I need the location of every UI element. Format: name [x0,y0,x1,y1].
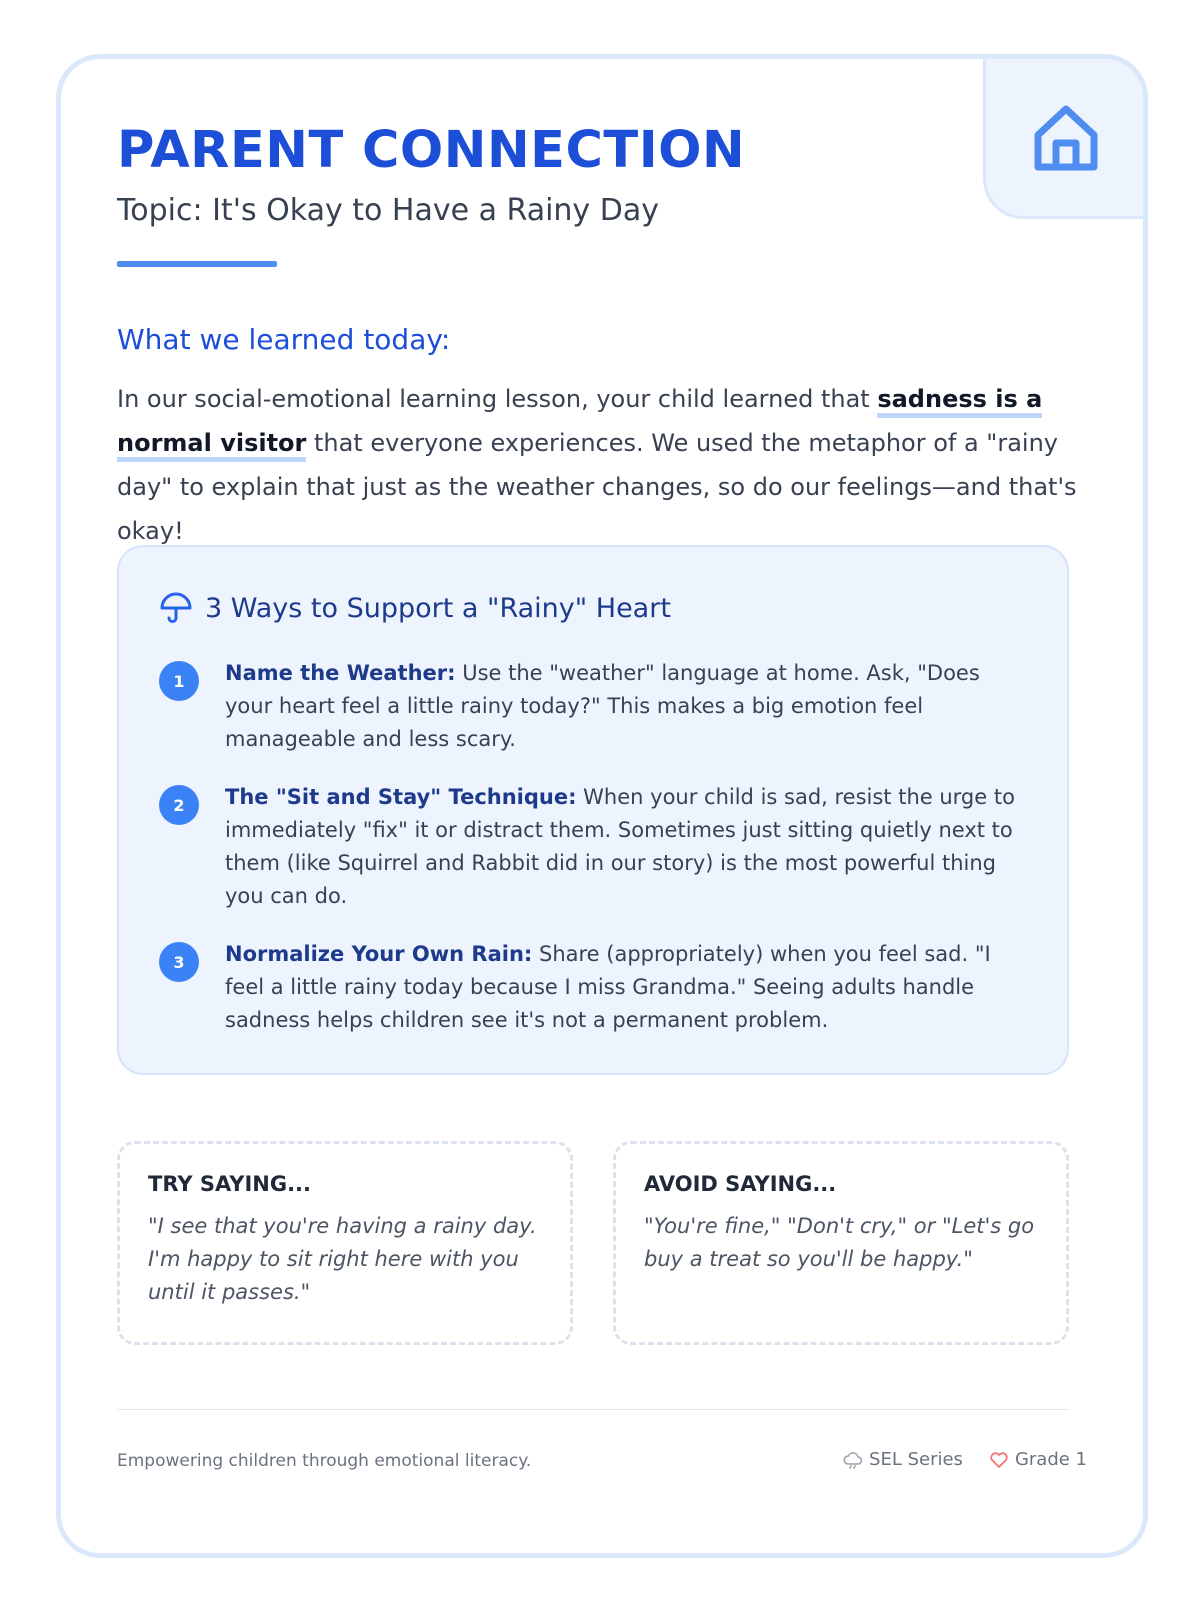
home-icon [1032,103,1100,173]
avoid-saying-box [613,1141,1069,1345]
series-label: SEL Series [869,1449,963,1470]
try-saying-quote: "I see that you're having a rainy day. I'm happy to sit right here with you until it passes." [148,1214,537,1304]
tips-heading: 3 Ways to Support a "Rainy" Heart [205,592,671,624]
tip-number-badge: 2 [159,785,199,825]
tip-body: Share (appropriately) when you feel sad. "I feel a little rainy today because I miss Grandma." Seeing adults handle sadness helps children see it's not a permanent problem. [225,942,991,1032]
tip-text [225,781,1029,913]
home-badge [983,59,1143,219]
cloud-icon [843,1451,863,1469]
tip-title: Normalize Your Own Rain: [225,942,533,966]
heart-icon [989,1451,1009,1469]
footer-tagline: Empowering children through emotional literacy. [117,1451,532,1471]
avoid-saying-quote: "You're fine," "Don't cry," or "Let's go buy a treat so you'll be happy." [644,1214,1035,1271]
tip-title: Name the Weather: [225,661,456,685]
footer-divider [117,1409,1069,1410]
grade-label: Grade 1 [1014,1449,1087,1470]
learned-highlight: sadness is a normal visitor [117,385,1042,462]
footer-meta [843,1449,1087,1470]
learned-body-end: that everyone experiences. We used the metaphor of a "rainy day" to explain that just as the weather changes, so do our feelings—and that's okay! [117,429,1077,545]
tip-body: When your child is sad, resist the urge to immediately "fix" it or distract them. Sometimes just sitting quietly next to them (like Squirrel and Rabbit did in our story) is the most powerful thing you can do. [225,785,1015,908]
tips-heading-row [159,591,671,625]
avoid-saying-label: AVOID SAYING... [644,1172,837,1196]
tip-text [225,938,1029,1037]
series-badge [843,1449,963,1470]
learned-heading: What we learned today: [117,323,451,356]
try-saying-label: TRY SAYING... [148,1172,311,1196]
tip-text [225,657,1029,756]
tip-number-badge: 3 [159,942,199,982]
page-title: PARENT CONNECTION [117,121,746,180]
title-divider [117,261,277,267]
parent-connection-card [56,54,1148,1558]
tip-title: The "Sit and Stay" Technique: [225,785,577,809]
support-tips-panel [117,545,1069,1075]
try-saying-box [117,1141,573,1345]
page-subtitle: Topic: It's Okay to Have a Rainy Day [117,193,659,228]
umbrella-icon [159,591,193,625]
learned-body-start: In our social-emotional learning lesson, your child learned that [117,385,878,413]
grade-badge [989,1449,1087,1470]
learned-body [117,377,1093,553]
tip-body: Use the "weather" language at home. Ask, "Does your heart feel a little rainy today?" This makes a big emotion feel manageable and less scary. [225,661,980,751]
tip-number-badge: 1 [159,661,199,701]
